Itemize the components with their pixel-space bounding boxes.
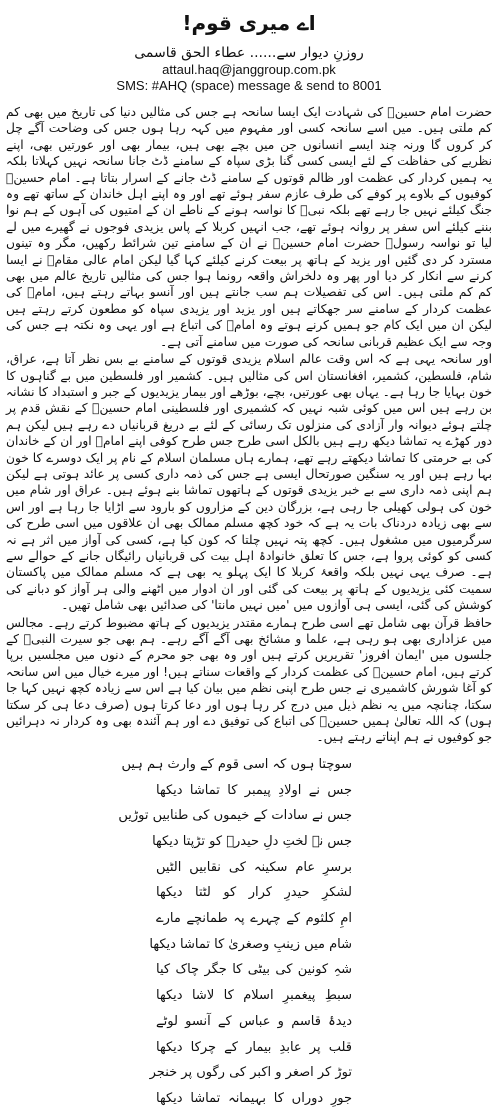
sms-instructions: SMS: #AHQ (space) message & send to 8001 [116,78,382,93]
author-email[interactable]: attaul.haq@janggroup.com.pk [162,62,336,77]
column-title: اے میری قوم! [182,11,316,35]
body-paragraph: حافظ قرآن بھی شامل تھے اسی طرح ہمارے مقتدر یزیدیوں کے ہاتھ مضبوط کرتے رہے۔ مجالس میں عزاداری بھی ہو رہی ہے، علما و مشائخ بھی آگے آگے رہے۔ ہم بھی جو سیرت النبیؐ کے جلسوں میں 'ایمان افروز' تقریریں کرتے ہیں اور وہ بھی جو محرم کے دنوں میں مجلسیں برپا کرتے ہیں، امام حسینؓ کی عظمت کردار کے واقعات سناتے ہیں! اور میرے خیال میں اس سانحہ کو آغا شورش کاشمیری نے جس طرح اپنی نظم میں بیان کیا ہے اس سے زیادہ کچھ نہیں کہا جا سکتا، چنانچہ میں یہ نظم ذیل میں درج کر رہا ہوں اور دعا کرتا ہوں (صرف دعا ہی کر سکتا ہوں) کہ اللہ تعالیٰ ہمیں حسینؓ کی اتباع کی توفیق دے اور ہم آئندہ بھی وہ کردار نہ دہرائیں جو کوفیوں نے ہم اپناتے رہتے ہیں۔ [6,615,492,745]
poem-line: امِ کلثوم کے چہرے پہ طمانچے مارے [156,911,352,927]
poem-line: دیدۂ قاسم و عباس کے آنسو لوٹے [156,1013,352,1029]
poem-line: شہِ کونین کی بیٹی کا جگر چاک کیا [156,962,352,978]
poem-line: شام میں زینبِ وصغریٰ کا تماشا دیکھا [149,936,352,952]
column-byline: روزنِ دیوار سے...... عطاء الحق قاسمی [134,45,364,61]
poem-line: جس نے سادات کے خیموں کی طنابیں توڑیں [118,808,352,824]
poem-line: توڑ کر اصغر و اکبر کی رگوں پر خنجر [149,1065,352,1081]
poem-line: قلب پر عابدِ بیمار کے چرکا دیکھا [156,1039,352,1055]
poem-line: سبطِ پیغمبرِ اسلام کا لاشا دیکھا [156,988,352,1004]
poem-line: جس نے اولادِ پیمبر کا تماشا دیکھا [156,782,352,798]
body-paragraph: حضرت امام حسینؓ کی شہادت ایک ایسا سانحہ ہے جس کی مثالیں دنیا کی تاریخ میں بھی کم کم ملتی ہیں۔ میں اسے سانحہ کسی اور مفہوم میں کہہ رہا ہوں جس کی وضاحت آگے چل کر کروں گا ورنہ چند ایسے انسانوں جن میں بچے بھی ہیں، بیمار بھی اور عورتیں بھی، اپنے نظریے کی حفاظت کے لئے ایسی کسی گنا بڑی سپاہ کے سامنے ڈٹ جانا سانحہ نہیں کہلاتا بلکہ یہ ہمیں کردار کی عظمت اور ظالم قوتوں کے سامنے ڈٹ جانے کے اسرار بتاتا ہے۔ امام حسینؓ کوفیوں کے بلاوے پر کوفے کی طرف عازم سفر ہوئے تھے اور وہ اپنے اہل خاندان کے ساتھ تھے وہ جنگ کیلئے نہیں جا رہے تھے بلکہ نبیؐ کا نواسہ ہونے کے ناطے ان کے امتیوں کی آہوں کے ہم نوا بننے کیلئے اس سفر پر روانہ ہوئے تھے، جب انہیں کربلا کے پاس یزیدی فوجوں نے گھیرے میں لے لیا تو نواسہ رسولؐ حضرت امام حسینؓ نے ان کے سامنے تین شرائط رکھیں، مگر وہ تینوں مسترد کر دی گئیں اور یزید کے ہاتھ پر بیعت کرنے کیلئے کہا گیا لیکن امام عالی مقامؓ نے ایسا کرنے سے انکار کر دیا اور پھر وہ دلخراش واقعہ رونما ہوا جس کی مثالیں تاریخ عالم میں بھی کم کم ملتی ہیں۔ اس کی تفصیلات ہم سب جانتے ہیں اور آنسو بہاتے رہتے ہیں، امامؓ کی عظمت کردار کے سامنے سر جھکاتے ہیں اور یزید اور یزیدی سپاہ کو مطعون کرتے رہتے ہیں لیکن ان میں ایک کام جو ہمیں کرنے ہوتے وہ امامؓ کی اتباع ہے اور یہی وہ نکتہ ہے جس کی وجہ سے ایک عظیم قربانی سانحہ کی صورت میں سامنے آتی ہے۔ [6,105,492,349]
body-paragraph: اور سانحہ یہی ہے کہ اس وقت عالم اسلام یزیدی قوتوں کے سامنے بے بس نظر آتا ہے، عراق، شام، فلسطین، کشمیر، افغانستان اس کی مثالیں ہیں۔ کشمیر اور فلسطین میں بے گناہوں کا خون بہایا جا رہا ہے۔ یہاں بھی عورتیں، بچے، بوڑھے اور بیمار یزیدیوں کے جبر و استبداد کا نشانہ بن رہے ہیں اس میں کوئی شبہ نہیں کہ کشمیری اور فلسطینی امام حسینؓ کے نقش قدم پر چلتے ہوئے دیوانہ وار آزادی کی منزلوں تک رسائی کے لئے بے دریغ قربانیاں دے رہے ہیں لیکن ہم دور کھڑے یہ تماشا دیکھ رہے ہیں بالکل اسی طرح جس طرح کوفی اپنے امامؓ اور ان کے خاندان کی بے حرمتی کا تماشا دیکھتے رہے تھے، ہمارے ہاں مسلمان اسلام کے نام پر ایک دوسرے کا خون بہا رہے ہیں اور یہ سنگین صورتحال ایسی ہے جس کی ذمہ داری کسی پر عائد ہوتی ہے لیکن ہم اپنی ذمہ داری سے بے خبر یزیدی قوتوں کے ہاتھوں تماشا بنے ہوئے ہیں۔ عراق اور شام میں خون کی ہولی کھیلی جا رہی ہے، بزرگان دین کے مزاروں کو بارود سے اڑایا جا رہا ہے اور اس سے بھی زیادہ دردناک بات یہ ہے کہ خود کچھ مسلم ممالک بھی ان علاقوں میں اسی طرح کی سرگرمیوں میں مشغول ہیں۔ کچھ پتہ نہیں چلتا کہ کون کیا ہے، کسی کی آواز میں اثر ہے نہ کسی کو کوئی پروا ہے، جس کا تعلق خانوادۂ اہل بیت کی قربانیاں رائیگاں جانے کے حوالے سے ہے۔ صرف یہی نہیں بلکہ واقعۂ کربلا کا ایک پہلو یہ بھی ہے کہ مسلم ممالک میں پاکستان سمیت کئی یزیدیوں کے ہاتھ پر بیعت کی گئی اور ان ادوار میں اٹھنے والی ہر آواز کو دبانے کی کوشش کی گئی، ایسی ہی آوازوں میں 'میں نہیں مانتا' کی صدائیں بھی شامل تھیں۔ [6,352,492,613]
poem-line: لشکرِ حیدرِ کرار کو لٹتا دیکھا [156,885,352,901]
poem-line: برسرِ عام سکینہ کی نقابیں الٹیں [156,859,352,875]
poem-line: جورِ دوراں کا بہیمانہ تماشا دیکھا [156,1090,352,1106]
poem-line: سوچتا ہوں کہ اسی قوم کے وارث ہم ہیں [121,756,352,772]
column-body [6,104,492,746]
poem [6,752,492,1112]
poem-line: جس نے لختِ دلِ حیدرؓ کو تڑپتا دیکھا [152,833,352,849]
